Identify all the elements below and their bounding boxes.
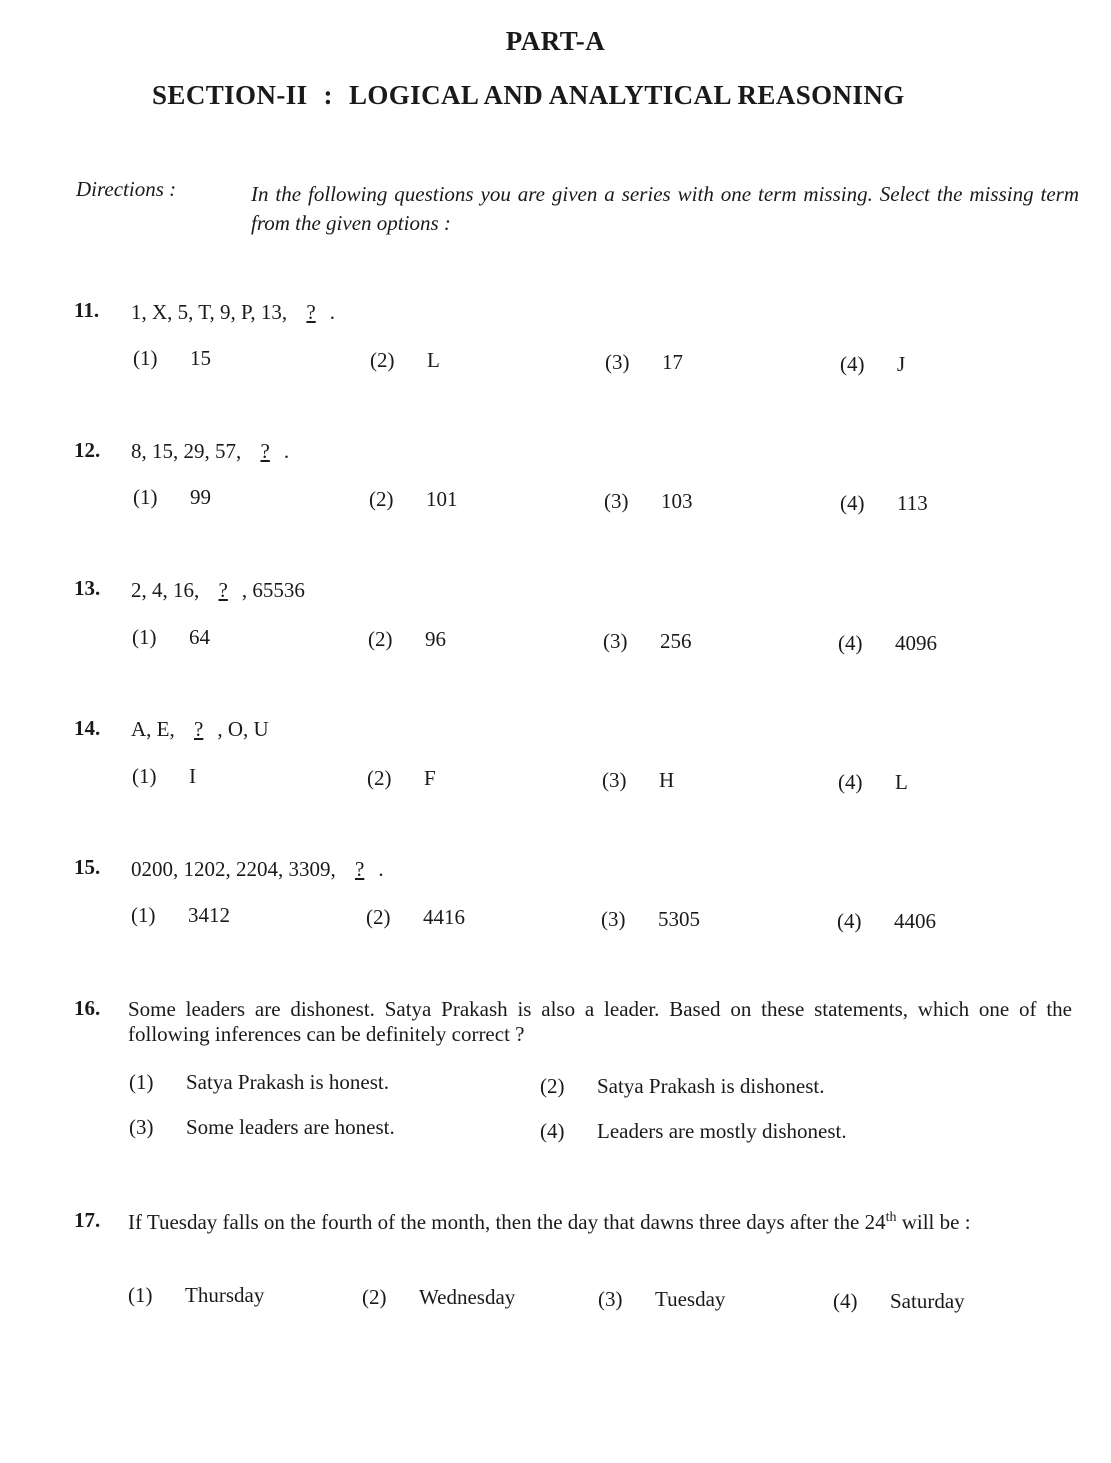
series-blank: ?	[306, 300, 316, 324]
option-number: (1)	[132, 764, 157, 788]
option	[131, 903, 230, 928]
option	[366, 905, 465, 930]
option-number: (2)	[366, 905, 391, 929]
option-number: (1)	[129, 1070, 154, 1094]
question-number: 16.	[74, 996, 101, 1020]
question-text	[128, 1210, 1072, 1235]
option	[132, 764, 196, 789]
option	[833, 1289, 965, 1314]
question-text: Some leaders are dishonest. Satya Prakash is also a leader. Based on these statements, which one of the following inferences can be definitely correct ?	[128, 997, 1072, 1046]
option	[837, 909, 936, 934]
question-number: 15.	[74, 855, 101, 879]
option-text: 4416	[423, 905, 465, 929]
series-blank: ?	[355, 857, 365, 881]
option-number: (3)	[602, 768, 627, 792]
series-text: 2, 4, 16,	[131, 578, 200, 602]
question-number: 17.	[74, 1208, 101, 1232]
option-text: Satya Prakash is dishonest.	[597, 1074, 825, 1098]
option-number: (4)	[838, 770, 863, 794]
option-number: (4)	[837, 909, 862, 933]
option-text: 96	[425, 627, 446, 651]
option-number: (1)	[133, 346, 158, 370]
option-text: J	[897, 352, 906, 376]
option-number: (4)	[833, 1289, 858, 1313]
option-text: 64	[189, 625, 210, 649]
series-end: .	[378, 857, 384, 881]
question-series	[131, 578, 305, 603]
option-text: 5305	[658, 907, 700, 931]
option	[128, 1283, 264, 1308]
option	[602, 768, 674, 793]
series-end: , O, U	[217, 717, 269, 741]
question-number: 12.	[74, 438, 101, 462]
section-name: LOGICAL AND ANALYTICAL REASONING	[348, 80, 905, 110]
series-text: 8, 15, 29, 57,	[131, 439, 242, 463]
option-number: (2)	[368, 627, 393, 651]
option-text: 4096	[895, 631, 937, 655]
option-text: Saturday	[890, 1289, 965, 1313]
option-text: 113	[897, 491, 928, 515]
option	[129, 1070, 389, 1095]
option	[362, 1285, 515, 1310]
option-number: (2)	[362, 1285, 387, 1309]
option-number: (3)	[603, 629, 628, 653]
option	[367, 766, 436, 791]
question-series	[131, 857, 384, 882]
option	[369, 487, 458, 512]
option-number: (1)	[133, 485, 158, 509]
option-number: (2)	[370, 348, 395, 372]
directions-text: In the following questions you are given a series with one term missing. Select the missing term from the given options :	[251, 182, 1079, 235]
option-number: (1)	[132, 625, 157, 649]
option-text: Wednesday	[419, 1285, 516, 1309]
option	[540, 1119, 847, 1144]
option-number: (4)	[840, 352, 865, 376]
series-end: .	[329, 300, 335, 324]
option-text: 103	[661, 489, 693, 513]
option-text: 4406	[894, 909, 936, 933]
option-number: (4)	[840, 491, 865, 515]
option	[840, 491, 928, 516]
option	[540, 1074, 824, 1099]
option	[133, 485, 211, 510]
option-text: I	[189, 764, 196, 788]
question-number: 13.	[74, 576, 101, 600]
option-text: L	[895, 770, 908, 794]
option	[370, 348, 440, 373]
question-number: 14.	[74, 716, 101, 740]
option-text: 99	[190, 485, 211, 509]
option-text: Some leaders are honest.	[186, 1115, 395, 1139]
series-end: , 65536	[241, 578, 305, 602]
option	[605, 350, 683, 375]
option-text: 17	[662, 350, 683, 374]
option-number: (4)	[540, 1119, 565, 1143]
option	[838, 770, 908, 795]
directions-label: Directions :	[76, 177, 177, 201]
question-text-main: If Tuesday falls on the fourth of the month, then the day that dawns three days after the 24	[128, 1210, 886, 1234]
option	[598, 1287, 725, 1312]
option-text: 15	[190, 346, 211, 370]
section-label: SECTION-II	[152, 80, 308, 110]
option-number: (4)	[838, 631, 863, 655]
option-text: F	[424, 766, 436, 790]
option-text: Satya Prakash is honest.	[186, 1070, 389, 1094]
option-text: 101	[426, 487, 458, 511]
question-series	[131, 300, 335, 325]
option	[129, 1115, 395, 1140]
option	[601, 907, 700, 932]
option-number: (2)	[540, 1074, 565, 1098]
option-number: (2)	[367, 766, 392, 790]
option	[132, 625, 210, 650]
series-text: A, E,	[131, 717, 175, 741]
option-text: Leaders are mostly dishonest.	[597, 1119, 847, 1143]
option-text: 256	[660, 629, 692, 653]
section-title	[152, 80, 905, 111]
option-number: (3)	[605, 350, 630, 374]
question-number: 11.	[74, 298, 100, 322]
option	[604, 489, 693, 514]
question-series	[131, 439, 289, 464]
ordinal-suffix: th	[885, 1210, 897, 1225]
option-number: (1)	[128, 1283, 153, 1307]
option-text: L	[427, 348, 440, 372]
option-number: (3)	[604, 489, 629, 513]
question-text-end: will be :	[896, 1210, 971, 1234]
series-text: 0200, 1202, 2204, 3309,	[131, 857, 336, 881]
question-series	[131, 717, 269, 742]
option	[368, 627, 446, 652]
series-end: .	[283, 439, 290, 463]
option-text: Tuesday	[655, 1287, 726, 1311]
option-number: (2)	[369, 487, 394, 511]
option-text: Thursday	[185, 1283, 265, 1307]
option-number: (3)	[598, 1287, 623, 1311]
part-title: PART-A	[505, 26, 606, 56]
option	[603, 629, 692, 654]
option	[838, 631, 937, 656]
option	[840, 352, 905, 377]
series-text: 1, X, 5, T, 9, P, 13,	[131, 300, 288, 324]
series-blank: ?	[194, 717, 204, 741]
option-text: 3412	[188, 903, 230, 927]
option-number: (3)	[601, 907, 626, 931]
option-number: (3)	[129, 1115, 154, 1139]
option	[133, 346, 211, 371]
section-separator: :	[323, 80, 333, 110]
series-blank: ?	[218, 578, 228, 602]
option-text: H	[659, 768, 675, 792]
series-blank: ?	[260, 439, 270, 463]
option-number: (1)	[131, 903, 156, 927]
